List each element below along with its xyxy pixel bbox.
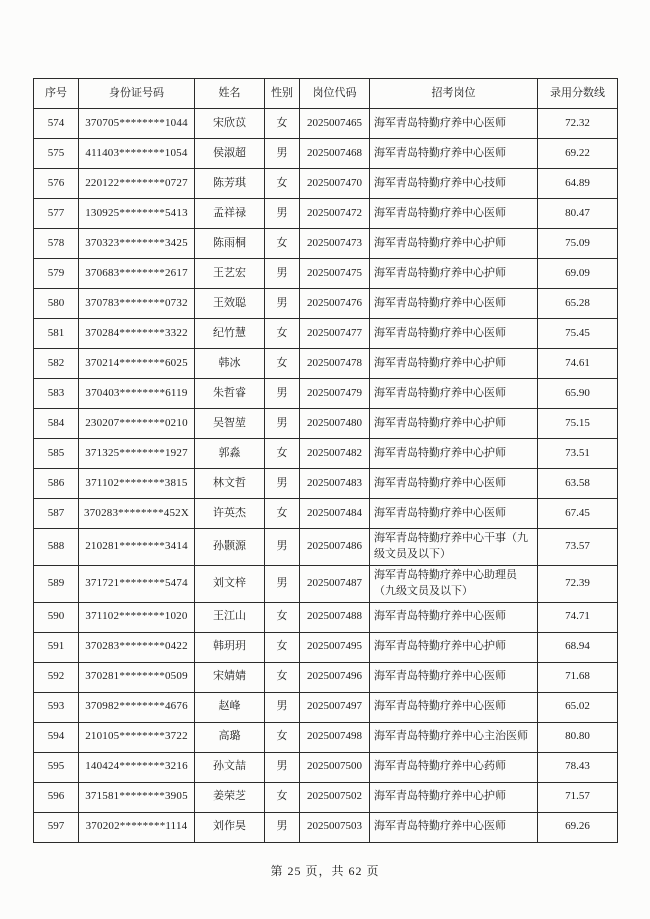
table-row — [34, 722, 618, 752]
cell-gender: 男 — [265, 812, 300, 842]
cell-gender: 女 — [265, 602, 300, 632]
cell-position: 海军青岛特勤疗养中心护师 — [370, 349, 538, 379]
cell-name: 王江山 — [195, 602, 265, 632]
cell-name: 刘作昊 — [195, 812, 265, 842]
cell-position-code: 2025007487 — [300, 565, 370, 602]
table-header-row — [34, 79, 618, 109]
cell-position-code: 2025007480 — [300, 409, 370, 439]
cell-score: 74.61 — [538, 349, 618, 379]
cell-index: 576 — [34, 169, 79, 199]
cell-score: 65.28 — [538, 289, 618, 319]
cell-gender: 男 — [265, 379, 300, 409]
header-score: 录用分数线 — [538, 79, 618, 109]
cell-position-code: 2025007486 — [300, 529, 370, 566]
cell-gender: 女 — [265, 632, 300, 662]
cell-index: 582 — [34, 349, 79, 379]
cell-position-code: 2025007475 — [300, 259, 370, 289]
cell-id-number: 370705********1044 — [79, 109, 195, 139]
cell-score: 69.26 — [538, 812, 618, 842]
header-name: 姓名 — [195, 79, 265, 109]
table-row — [34, 469, 618, 499]
cell-name: 韩冰 — [195, 349, 265, 379]
cell-name: 纪竹慧 — [195, 319, 265, 349]
cell-id-number: 220122********0727 — [79, 169, 195, 199]
cell-score: 65.90 — [538, 379, 618, 409]
cell-index: 577 — [34, 199, 79, 229]
page-number-footer: 第 25 页，共 62 页 — [270, 864, 380, 878]
cell-index: 575 — [34, 139, 79, 169]
cell-gender: 男 — [265, 692, 300, 722]
cell-id-number: 370283********452X — [79, 499, 195, 529]
cell-index: 574 — [34, 109, 79, 139]
cell-position: 海军青岛特勤疗养中心护师 — [370, 409, 538, 439]
cell-score: 75.15 — [538, 409, 618, 439]
cell-index: 595 — [34, 752, 79, 782]
cell-id-number: 370281********0509 — [79, 662, 195, 692]
cell-score: 73.57 — [538, 529, 618, 566]
cell-score: 71.57 — [538, 782, 618, 812]
cell-position: 海军青岛特勤疗养中心护师 — [370, 782, 538, 812]
cell-position-code: 2025007502 — [300, 782, 370, 812]
cell-id-number: 370214********6025 — [79, 349, 195, 379]
cell-gender: 男 — [265, 469, 300, 499]
cell-position-code: 2025007498 — [300, 722, 370, 752]
cell-name: 宋婧婧 — [195, 662, 265, 692]
cell-score: 72.32 — [538, 109, 618, 139]
cell-id-number: 371102********1020 — [79, 602, 195, 632]
table-row — [34, 259, 618, 289]
cell-position: 海军青岛特勤疗养中心主治医师 — [370, 722, 538, 752]
cell-id-number: 371721********5474 — [79, 565, 195, 602]
cell-position-code: 2025007470 — [300, 169, 370, 199]
cell-name: 韩玥玥 — [195, 632, 265, 662]
cell-position: 海军青岛特勤疗养中心干事（九级文员及以下） — [370, 529, 538, 566]
cell-index: 594 — [34, 722, 79, 752]
cell-id-number: 230207********0210 — [79, 409, 195, 439]
cell-id-number: 411403********1054 — [79, 139, 195, 169]
cell-position: 海军青岛特勤疗养中心医师 — [370, 139, 538, 169]
admission-score-table — [33, 78, 618, 843]
cell-index: 589 — [34, 565, 79, 602]
table-row — [34, 229, 618, 259]
table-row — [34, 319, 618, 349]
cell-index: 578 — [34, 229, 79, 259]
cell-score: 80.80 — [538, 722, 618, 752]
cell-name: 陈雨桐 — [195, 229, 265, 259]
table-row — [34, 169, 618, 199]
cell-name: 王效聪 — [195, 289, 265, 319]
cell-gender: 女 — [265, 109, 300, 139]
table-row — [34, 529, 618, 566]
table-row — [34, 752, 618, 782]
cell-position: 海军青岛特勤疗养中心医师 — [370, 662, 538, 692]
cell-position-code: 2025007496 — [300, 662, 370, 692]
cell-gender: 女 — [265, 499, 300, 529]
cell-position-code: 2025007472 — [300, 199, 370, 229]
table-row — [34, 289, 618, 319]
table-row — [34, 409, 618, 439]
cell-position: 海军青岛特勤疗养中心护师 — [370, 259, 538, 289]
cell-index: 583 — [34, 379, 79, 409]
cell-id-number: 371581********3905 — [79, 782, 195, 812]
cell-gender: 女 — [265, 662, 300, 692]
cell-name: 郭淼 — [195, 439, 265, 469]
cell-index: 585 — [34, 439, 79, 469]
table-row — [34, 499, 618, 529]
cell-gender: 女 — [265, 349, 300, 379]
cell-score: 80.47 — [538, 199, 618, 229]
cell-position-code: 2025007484 — [300, 499, 370, 529]
cell-position-code: 2025007495 — [300, 632, 370, 662]
cell-position-code: 2025007468 — [300, 139, 370, 169]
cell-id-number: 210105********3722 — [79, 722, 195, 752]
cell-position: 海军青岛特勤疗养中心护师 — [370, 632, 538, 662]
cell-gender: 男 — [265, 259, 300, 289]
cell-position: 海军青岛特勤疗养中心医师 — [370, 812, 538, 842]
cell-index: 597 — [34, 812, 79, 842]
cell-score: 69.22 — [538, 139, 618, 169]
cell-name: 林文哲 — [195, 469, 265, 499]
header-id-number: 身份证号码 — [79, 79, 195, 109]
cell-gender: 男 — [265, 752, 300, 782]
cell-gender: 男 — [265, 139, 300, 169]
table-row — [34, 812, 618, 842]
header-gender: 性别 — [265, 79, 300, 109]
table-row — [34, 632, 618, 662]
cell-score: 71.68 — [538, 662, 618, 692]
cell-index: 592 — [34, 662, 79, 692]
cell-gender: 男 — [265, 289, 300, 319]
cell-position-code: 2025007476 — [300, 289, 370, 319]
cell-id-number: 371102********3815 — [79, 469, 195, 499]
cell-gender: 男 — [265, 199, 300, 229]
cell-gender: 女 — [265, 169, 300, 199]
cell-position: 海军青岛特勤疗养中心药师 — [370, 752, 538, 782]
cell-score: 73.51 — [538, 439, 618, 469]
cell-gender: 女 — [265, 229, 300, 259]
cell-index: 579 — [34, 259, 79, 289]
cell-score: 63.58 — [538, 469, 618, 499]
cell-id-number: 370403********6119 — [79, 379, 195, 409]
table-row — [34, 602, 618, 632]
cell-score: 75.45 — [538, 319, 618, 349]
cell-score: 69.09 — [538, 259, 618, 289]
cell-index: 596 — [34, 782, 79, 812]
cell-name: 许英杰 — [195, 499, 265, 529]
cell-gender: 男 — [265, 409, 300, 439]
cell-name: 侯淑超 — [195, 139, 265, 169]
cell-id-number: 370783********0732 — [79, 289, 195, 319]
cell-gender: 男 — [265, 565, 300, 602]
cell-name: 赵峰 — [195, 692, 265, 722]
cell-position-code: 2025007500 — [300, 752, 370, 782]
cell-position: 海军青岛特勤疗养中心医师 — [370, 109, 538, 139]
cell-gender: 男 — [265, 529, 300, 566]
cell-position: 海军青岛特勤疗养中心医师 — [370, 199, 538, 229]
cell-gender: 女 — [265, 722, 300, 752]
cell-index: 593 — [34, 692, 79, 722]
table-body — [34, 109, 618, 843]
cell-name: 宋欣苡 — [195, 109, 265, 139]
cell-id-number: 370683********2617 — [79, 259, 195, 289]
cell-name: 姜荣芝 — [195, 782, 265, 812]
table-row — [34, 439, 618, 469]
table-row — [34, 109, 618, 139]
cell-id-number: 370284********3322 — [79, 319, 195, 349]
cell-score: 68.94 — [538, 632, 618, 662]
table-row — [34, 349, 618, 379]
cell-score: 78.43 — [538, 752, 618, 782]
cell-name: 王艺宏 — [195, 259, 265, 289]
cell-score: 72.39 — [538, 565, 618, 602]
cell-position-code: 2025007473 — [300, 229, 370, 259]
cell-position: 海军青岛特勤疗养中心医师 — [370, 469, 538, 499]
cell-position-code: 2025007503 — [300, 812, 370, 842]
cell-position-code: 2025007497 — [300, 692, 370, 722]
cell-position: 海军青岛特勤疗养中心医师 — [370, 499, 538, 529]
table-row — [34, 782, 618, 812]
header-position: 招考岗位 — [370, 79, 538, 109]
cell-score: 65.02 — [538, 692, 618, 722]
cell-id-number: 140424********3216 — [79, 752, 195, 782]
cell-position: 海军青岛特勤疗养中心助理员（九级文员及以下） — [370, 565, 538, 602]
table-row — [34, 379, 618, 409]
cell-index: 581 — [34, 319, 79, 349]
cell-id-number: 210281********3414 — [79, 529, 195, 566]
cell-name: 朱哲睿 — [195, 379, 265, 409]
table-row — [34, 692, 618, 722]
table-row — [34, 139, 618, 169]
cell-name: 孙颢源 — [195, 529, 265, 566]
cell-id-number: 371325********1927 — [79, 439, 195, 469]
cell-position-code: 2025007477 — [300, 319, 370, 349]
cell-id-number: 370283********0422 — [79, 632, 195, 662]
cell-name: 吴智堃 — [195, 409, 265, 439]
cell-position: 海军青岛特勤疗养中心技师 — [370, 169, 538, 199]
cell-score: 74.71 — [538, 602, 618, 632]
cell-index: 591 — [34, 632, 79, 662]
cell-score: 64.89 — [538, 169, 618, 199]
header-position-code: 岗位代码 — [300, 79, 370, 109]
table-row — [34, 662, 618, 692]
cell-name: 孙文喆 — [195, 752, 265, 782]
cell-position-code: 2025007479 — [300, 379, 370, 409]
cell-position: 海军青岛特勤疗养中心医师 — [370, 379, 538, 409]
cell-index: 586 — [34, 469, 79, 499]
cell-index: 590 — [34, 602, 79, 632]
cell-position: 海军青岛特勤疗养中心医师 — [370, 289, 538, 319]
cell-position-code: 2025007488 — [300, 602, 370, 632]
cell-id-number: 130925********5413 — [79, 199, 195, 229]
cell-gender: 女 — [265, 439, 300, 469]
cell-name: 高璐 — [195, 722, 265, 752]
cell-gender: 女 — [265, 319, 300, 349]
cell-position: 海军青岛特勤疗养中心医师 — [370, 602, 538, 632]
cell-id-number: 370982********4676 — [79, 692, 195, 722]
cell-score: 67.45 — [538, 499, 618, 529]
cell-position-code: 2025007465 — [300, 109, 370, 139]
cell-index: 584 — [34, 409, 79, 439]
cell-position: 海军青岛特勤疗养中心医师 — [370, 319, 538, 349]
cell-name: 孟祥禄 — [195, 199, 265, 229]
cell-id-number: 370323********3425 — [79, 229, 195, 259]
cell-position-code: 2025007482 — [300, 439, 370, 469]
cell-index: 580 — [34, 289, 79, 319]
cell-name: 刘文梓 — [195, 565, 265, 602]
cell-position-code: 2025007478 — [300, 349, 370, 379]
cell-position-code: 2025007483 — [300, 469, 370, 499]
cell-index: 587 — [34, 499, 79, 529]
cell-position: 海军青岛特勤疗养中心护师 — [370, 229, 538, 259]
cell-position: 海军青岛特勤疗养中心医师 — [370, 692, 538, 722]
cell-id-number: 370202********1114 — [79, 812, 195, 842]
cell-score: 75.09 — [538, 229, 618, 259]
header-index: 序号 — [34, 79, 79, 109]
cell-gender: 女 — [265, 782, 300, 812]
cell-position: 海军青岛特勤疗养中心护师 — [370, 439, 538, 469]
table-row — [34, 199, 618, 229]
cell-index: 588 — [34, 529, 79, 566]
table-row — [34, 565, 618, 602]
cell-name: 陈芳琪 — [195, 169, 265, 199]
